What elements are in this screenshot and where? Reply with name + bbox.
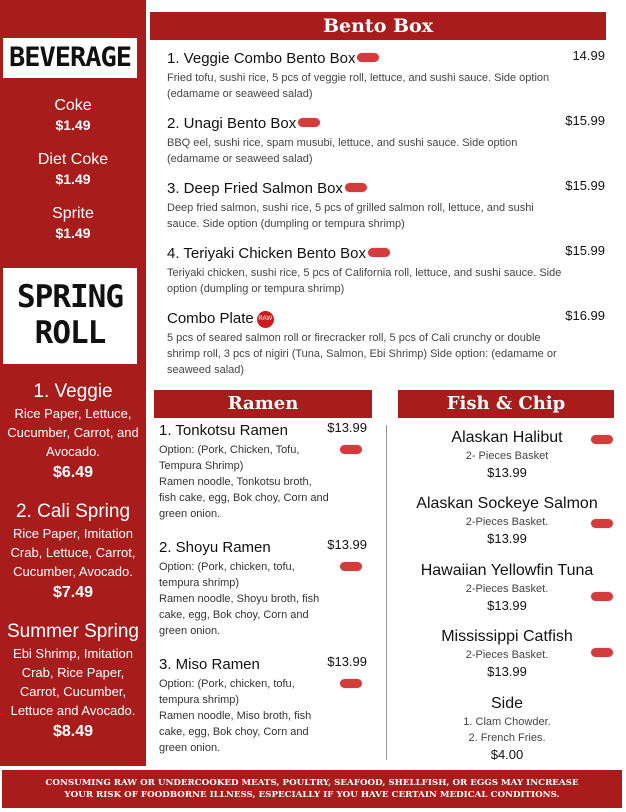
bento-item-name: 2. Unagi Bento Box: [167, 113, 607, 135]
ramen-item: [159, 537, 369, 639]
bento-item-price: $16.99: [565, 308, 605, 323]
bento-item-name: 1. Veggie Combo Bento Box: [167, 48, 607, 70]
side-price: $4.00: [490, 747, 524, 762]
fish-item: [396, 494, 618, 547]
fish-item-name: Mississippi Catfish: [441, 628, 573, 645]
spring-roll-item-cali: [0, 500, 146, 605]
raw-warning-badge-icon: [356, 52, 380, 63]
spring-roll-desc: Rice Paper, Imitation Crab, Lettuce, Carrot, Cucumber, Avocado.: [10, 526, 136, 579]
ramen-item-option: Option: (Pork, chicken, tofu, tempura shrimp): [159, 561, 295, 589]
raw-warning-badge-icon: [339, 561, 363, 572]
ramen-item-price: $13.99: [327, 537, 367, 552]
bento-box-title: Bento Box: [150, 12, 606, 40]
raw-warning-badge-icon: [590, 591, 614, 602]
ramen-item-name: 2. Shoyu Ramen: [159, 539, 271, 556]
fish-item-basket: 2-Pieces Basket.: [465, 516, 549, 528]
fish-item-name: Alaskan Sockeye Salmon: [416, 495, 598, 512]
bento-item: [167, 243, 607, 297]
ramen-item-option: Option: (Pork, chicken, tofu, tempura shrimp): [159, 678, 295, 706]
bento-item: [167, 308, 607, 378]
food-safety-footer: [2, 770, 622, 808]
side-item: [396, 694, 618, 763]
spring-roll-price: $8.49: [52, 723, 94, 740]
raw-warning-badge-icon: [590, 647, 614, 658]
beverage-heading: BEVERAGE: [3, 38, 137, 78]
raw-warning-badge-icon: [590, 434, 614, 445]
bento-item-desc: BBQ eel, sushi rice, spam musubi, lettuce, and sushi sauce. Side option (edamame or seaweed salad): [167, 137, 518, 165]
fish-item-basket: 2- Pieces Basket: [465, 450, 549, 462]
fish-item-price: $13.99: [487, 664, 527, 679]
bento-item-desc: Fried tofu, sushi rice, 5 pcs of veggie roll, lettuce, and sushi sauce. Side option (edamame or seaweed salad): [167, 72, 550, 100]
bento-item-price: $15.99: [565, 243, 605, 258]
raw-warning-badge-icon: [297, 117, 321, 128]
bento-item-name: Combo Plate RAW: [167, 310, 273, 327]
bento-item-desc: 5 pcs of seared salmon roll or firecracker roll, 5 pcs of Cali crunchy or double shrimp roll, 3 pcs of nigiri (Tuna, Salmon, Ebi Shrimp) Side option: (edamame or seaweed salad): [167, 332, 557, 376]
fish-item-name: Alaskan Halibut: [451, 429, 563, 446]
ramen-item: [159, 654, 369, 756]
side-name: Side: [490, 695, 524, 712]
sidebar: [0, 0, 146, 766]
fish-item: [396, 561, 618, 614]
fish-and-chip-title: Fish & Chip: [398, 390, 614, 418]
beverage-name: Diet Coke: [37, 151, 109, 168]
raw-warning-badge-icon: [339, 444, 363, 455]
column-divider: [386, 425, 387, 760]
spring-roll-price: $7.49: [52, 584, 94, 601]
fish-item-name: Hawaiian Yellowfin Tuna: [420, 562, 594, 579]
fish-item: [396, 627, 618, 680]
raw-warning-badge-icon: [590, 518, 614, 529]
ramen-item-option: Option: (Pork, Chicken, Tofu, Tempura Shrimp): [159, 444, 300, 472]
spring-roll-heading-line1: SPRING: [17, 279, 123, 316]
bento-item: [167, 178, 607, 232]
ramen-item-price: $13.99: [327, 420, 367, 435]
fish-item-price: $13.99: [487, 465, 527, 480]
spring-roll-heading-line2: ROLL: [34, 315, 106, 351]
raw-warning-badge-icon: [367, 247, 391, 258]
bento-item-desc: Teriyaki chicken, sushi rice, 5 pcs of California roll, lettuce, and sushi sauce. Side option (dumpling or tempura shrimp): [167, 267, 562, 295]
spring-roll-name: 2. Cali Spring: [15, 501, 131, 522]
bento-item-name: 3. Deep Fried Salmon Box: [167, 178, 607, 200]
ramen-item-name: 1. Tonkotsu Ramen: [159, 422, 288, 439]
raw-warning-badge-icon: [344, 182, 368, 193]
beverage-price: $1.49: [55, 225, 91, 241]
footer-line-2: YOUR RISK OF FOODBORNE ILLNESS, ESPECIALLY IF YOU HAVE CERTAIN MEDICAL CONDITIONS.: [64, 790, 560, 800]
raw-warning-badge-icon: [339, 678, 363, 689]
ramen-item-price: $13.99: [327, 654, 367, 669]
ramen-item-desc: Ramen noodle, Miso broth, fish cake, egg, Bok choy, Corn and green onion.: [159, 710, 312, 754]
fish-item-price: $13.99: [487, 531, 527, 546]
ramen-item: [159, 420, 369, 522]
beverage-list: [0, 96, 146, 258]
fish-item-price: $13.99: [487, 598, 527, 613]
bento-item: [167, 113, 607, 167]
bento-item-name: 4. Teriyaki Chicken Bento Box: [167, 243, 607, 265]
ramen-item-desc: Ramen noodle, Shoyu broth, fish cake, egg, Bok choy, Corn and green onion.: [159, 593, 320, 637]
spring-roll-price: $6.49: [52, 464, 94, 481]
beverage-item-sprite: [0, 204, 146, 258]
spring-roll-name: Summer Spring: [7, 621, 139, 642]
fish-item-basket: 2-Pieces Basket.: [465, 649, 549, 661]
beverage-price: $1.49: [55, 117, 91, 133]
beverage-item-coke: [0, 96, 146, 150]
side-line-2: 2. French Fries.: [468, 732, 546, 744]
beverage-name: Sprite: [52, 205, 94, 222]
ramen-title: Ramen: [154, 390, 372, 418]
bento-item: [167, 48, 607, 102]
spring-roll-item-veggie: [0, 380, 146, 485]
raw-badge-icon: RAW: [257, 311, 274, 328]
beverage-price: $1.49: [55, 171, 91, 187]
beverage-item-diet-coke: [0, 150, 146, 204]
spring-roll-item-summer: [0, 620, 146, 744]
spring-roll-desc: Ebi Shrimp, Imitation Crab, Rice Paper, Carrot, Cucumber, Lettuce and Avocado.: [10, 646, 136, 718]
beverage-name: Coke: [54, 97, 92, 114]
spring-roll-name: 1. Veggie: [33, 381, 113, 402]
spring-roll-heading: [3, 268, 137, 364]
ramen-item-desc: Ramen noodle, Tonkotsu broth, fish cake, egg, Bok choy, Corn and green onion.: [159, 476, 329, 520]
spring-roll-desc: Rice Paper, Lettuce, Cucumber, Carrot, and Avocado.: [7, 406, 139, 459]
bento-item-price: $15.99: [565, 113, 605, 128]
bento-item-price: 14.99: [572, 48, 605, 63]
side-line-1: 1. Clam Chowder.: [463, 716, 551, 728]
bento-item-desc: Deep fried salmon, sushi rice, 5 pcs of grilled salmon roll, lettuce, and sushi sauce. Side option (dumpling or tempura shrimp): [167, 202, 534, 230]
fish-item: [396, 428, 618, 481]
footer-line-1: CONSUMING RAW OR UNDERCOOKED MEATS, POULTRY, SEAFOOD, SHELLFISH, OR EGGS MAY INCREASE: [45, 778, 579, 788]
fish-item-basket: 2-Pieces Basket.: [465, 583, 549, 595]
bento-item-price: $15.99: [565, 178, 605, 193]
ramen-item-name: 3. Miso Ramen: [159, 656, 260, 673]
